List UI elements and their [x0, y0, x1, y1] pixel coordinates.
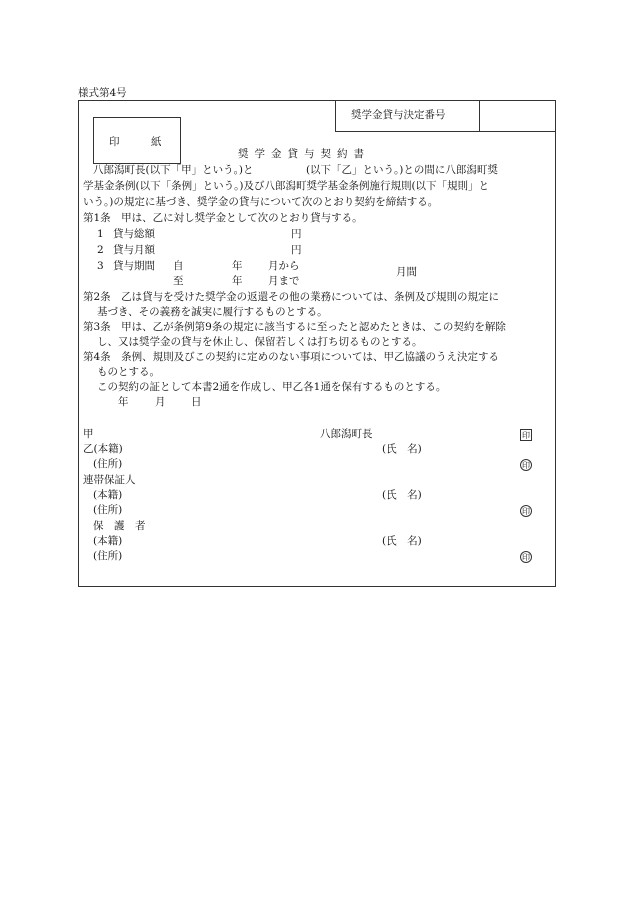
round-seal-icon: 印: [522, 507, 530, 516]
period-from-suffix: 月から: [268, 260, 300, 272]
article-3-line: 第3条 甲は、乙が条例第9条の規定に該当するに至ったと認めたときは、この契約を解除: [83, 321, 506, 333]
period-from-prefix: 自: [173, 260, 184, 272]
intro-line: 学基金条例(以下「条例」という。)及び八郎潟町奨学基金条例施行規則(以下「規則」と: [83, 180, 490, 192]
article-2-line: 基づき、その義務を誠実に履行するものとする。: [97, 306, 328, 318]
period-to-suffix: 月まで: [268, 275, 300, 287]
intro-line: いう。)の規定に基づき、奨学金の貸与について次のとおり契約を締結する。: [83, 196, 439, 208]
date-month: 月: [155, 396, 166, 408]
date-day: 日: [191, 396, 202, 408]
guarantor-honseki-label: (本籍): [93, 489, 123, 501]
round-seal-icon: 印: [522, 461, 530, 470]
mayor-label: 八郎潟町長: [320, 428, 373, 440]
form-number: 様式第4号: [78, 87, 127, 99]
item-number: 2: [97, 244, 104, 256]
contract-title: 奨学金貸与契約書: [238, 148, 370, 160]
article-1-head: 第1条 甲は、乙に対し奨学金として次のとおり貸与する。: [83, 212, 363, 224]
article-4-line: 第4条 条例、規則及びこの契約に定めのない事項については、甲乙協議のうえ決定する: [83, 351, 499, 363]
closing-statement: この契約の証として本書2通を作成し、甲乙各1通を保有するものとする。: [97, 381, 447, 393]
decision-number-label: 奨学金貸与決定番号: [351, 109, 446, 121]
intro-line: 八郎潟町長(以下「甲」という。)と (以下「乙」という。)との間に八郎潟町奨: [93, 164, 498, 176]
guardian-honseki-label: (本籍): [93, 535, 123, 547]
item-number: 1: [97, 228, 104, 240]
date-year: 年: [118, 396, 129, 408]
item-unit-yen: 円: [291, 244, 302, 256]
guardian-label: 保 護 者: [93, 520, 146, 532]
guarantor-name-label: (氏 名): [382, 489, 422, 501]
round-seal-icon: 印: [522, 553, 530, 562]
otsu-address-label: (住所): [93, 458, 123, 470]
party-otsu-honseki: 乙(本籍): [83, 443, 123, 455]
guarantor-address-label: (住所): [93, 504, 123, 516]
item-label-period: 貸与期間: [113, 260, 155, 272]
revenue-stamp-label: 印 紙: [109, 136, 162, 148]
period-year: 年: [232, 260, 243, 272]
square-seal-icon: 印: [522, 431, 530, 440]
guardian-name-label: (氏 名): [382, 535, 422, 547]
article-3-line: し、又は奨学金の貸与を休止し、保留若しくは打ち切るものとする。: [97, 336, 423, 348]
party-ko-label: 甲: [83, 428, 94, 440]
article-4-line: ものとする。: [97, 366, 160, 378]
item-label-total: 貸与総額: [113, 228, 155, 240]
item-label-monthly: 貸与月額: [113, 244, 155, 256]
period-months: 月間: [396, 266, 417, 278]
period-year: 年: [232, 275, 243, 287]
item-number: 3: [97, 260, 104, 272]
decision-number-divider: [479, 100, 480, 132]
guarantor-label: 連帯保証人: [83, 474, 136, 486]
item-unit-yen: 円: [291, 228, 302, 240]
article-2-line: 第2条 乙は貸与を受けた奨学金の返還その他の業務については、条例及び規則の規定に: [83, 291, 499, 303]
otsu-name-label: (氏 名): [382, 443, 422, 455]
period-to-prefix: 至: [173, 275, 184, 287]
guardian-address-label: (住所): [93, 550, 123, 562]
